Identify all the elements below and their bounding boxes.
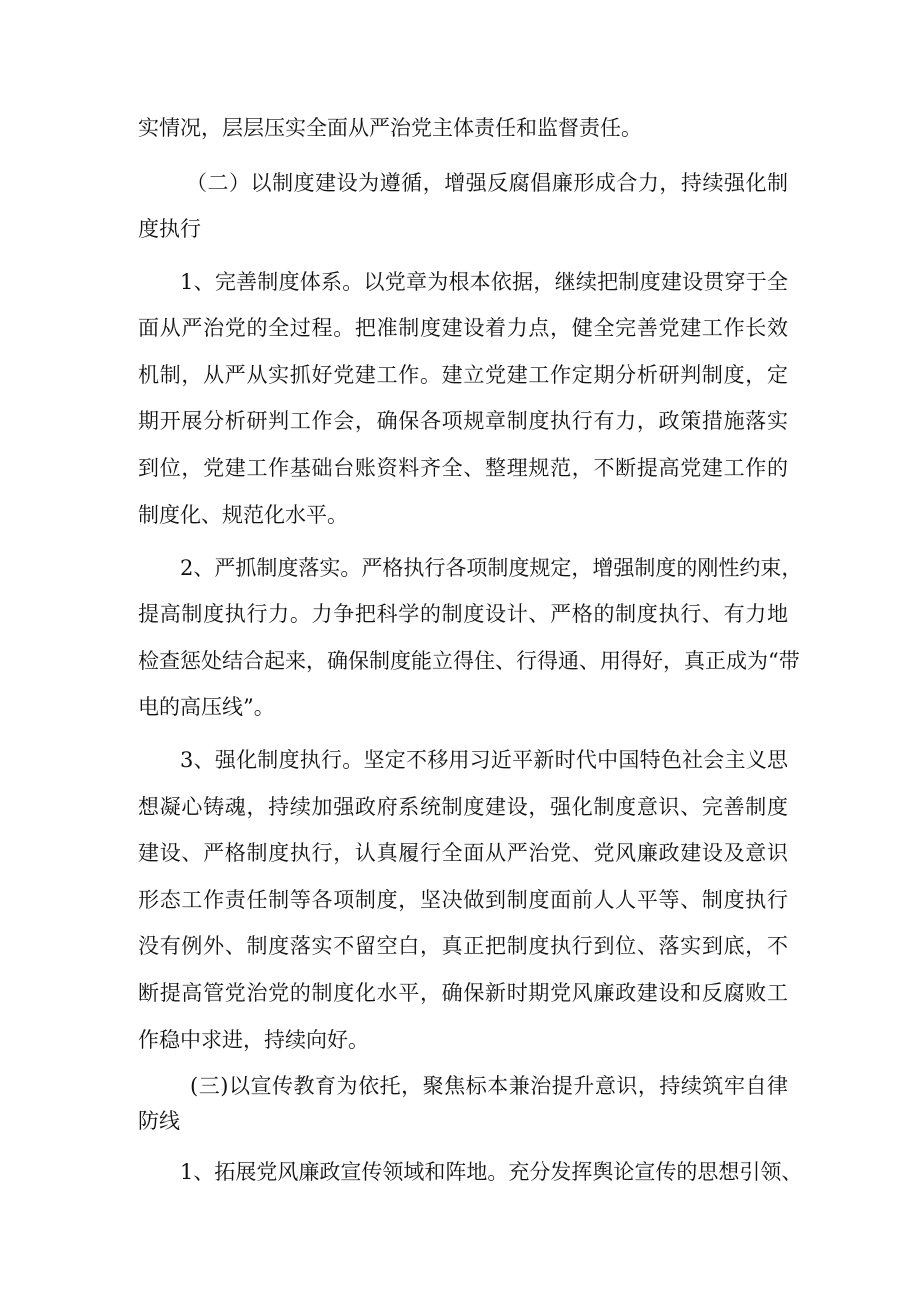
paragraph-2-line-4: 电的高压线”。 bbox=[138, 695, 275, 719]
paragraph-2-line-1: 2、严抓制度落实。严格执行各项制度规定，增强制度的刚性约束， bbox=[180, 556, 803, 580]
paragraph-3-line-3: 建设、严格制度执行，认真履行全面从严治党、党风廉政建设及意识 bbox=[138, 841, 788, 865]
paragraph-1-line-3: 机制，从严从实抓好党建工作。建立党建工作定期分析研判制度，定 bbox=[138, 363, 788, 387]
paragraph-3-line-2: 想凝心铸魂，持续加强政府系统制度建设，强化制度意识、完善制度 bbox=[138, 795, 788, 819]
paragraph-3-line-4: 形态工作责任制等各项制度，坚决做到制度面前人人平等、制度执行 bbox=[138, 888, 788, 912]
paragraph-3-line-6: 断提高管党治党的制度化水平，确保新时期党风廉政建设和反腐败工 bbox=[138, 981, 788, 1005]
paragraph-1-line-6: 制度化、规范化水平。 bbox=[138, 503, 348, 527]
paragraph-1-line-1: 1、完善制度体系。以党章为根本依据，继续把制度建设贯穿于全 bbox=[180, 270, 788, 294]
section-heading-2-line-1: （二）以制度建设为遵循，增强反腐倡廉形成合力，持续强化制 bbox=[186, 171, 788, 195]
section-heading-3-line-1: (三)以宣传教育为依托，聚焦标本兼治提升意识，持续筑牢自律 bbox=[190, 1074, 788, 1098]
paragraph-4-line-1: 1、拓展党风廉政宣传领域和阵地。充分发挥舆论宣传的思想引领、 bbox=[180, 1160, 803, 1184]
section-heading-3-line-2: 防线 bbox=[138, 1109, 180, 1133]
paragraph-1-line-5: 到位，党建工作基础台账资料齐全、整理规范，不断提高党建工作的 bbox=[138, 456, 788, 480]
paragraph-1-line-4: 期开展分析研判工作会，确保各项规章制度执行有力，政策措施落实 bbox=[138, 409, 788, 433]
section-heading-2-line-2: 度执行 bbox=[138, 217, 201, 241]
paragraph-3-line-1: 3、强化制度执行。坚定不移用习近平新时代中国特色社会主义思 bbox=[180, 748, 788, 772]
paragraph-3-line-5: 没有例外、制度落实不留空白，真正把制度执行到位、落实到底，不 bbox=[138, 934, 788, 958]
paragraph-1-line-2: 面从严治党的全过程。把准制度建设着力点，健全完善党建工作长效 bbox=[138, 316, 788, 340]
paragraph-3-line-7: 作稳中求进，持续向好。 bbox=[138, 1028, 369, 1052]
paragraph-2-line-2: 提高制度执行力。力争把科学的制度设计、严格的制度执行、有力地 bbox=[138, 602, 788, 626]
text-line-1: 实情况，层层压实全面从严治党主体责任和监督责任。 bbox=[138, 116, 642, 140]
paragraph-2-line-3: 检查惩处结合起来，确保制度能立得住、行得通、用得好，真正成为“带 bbox=[138, 649, 800, 673]
